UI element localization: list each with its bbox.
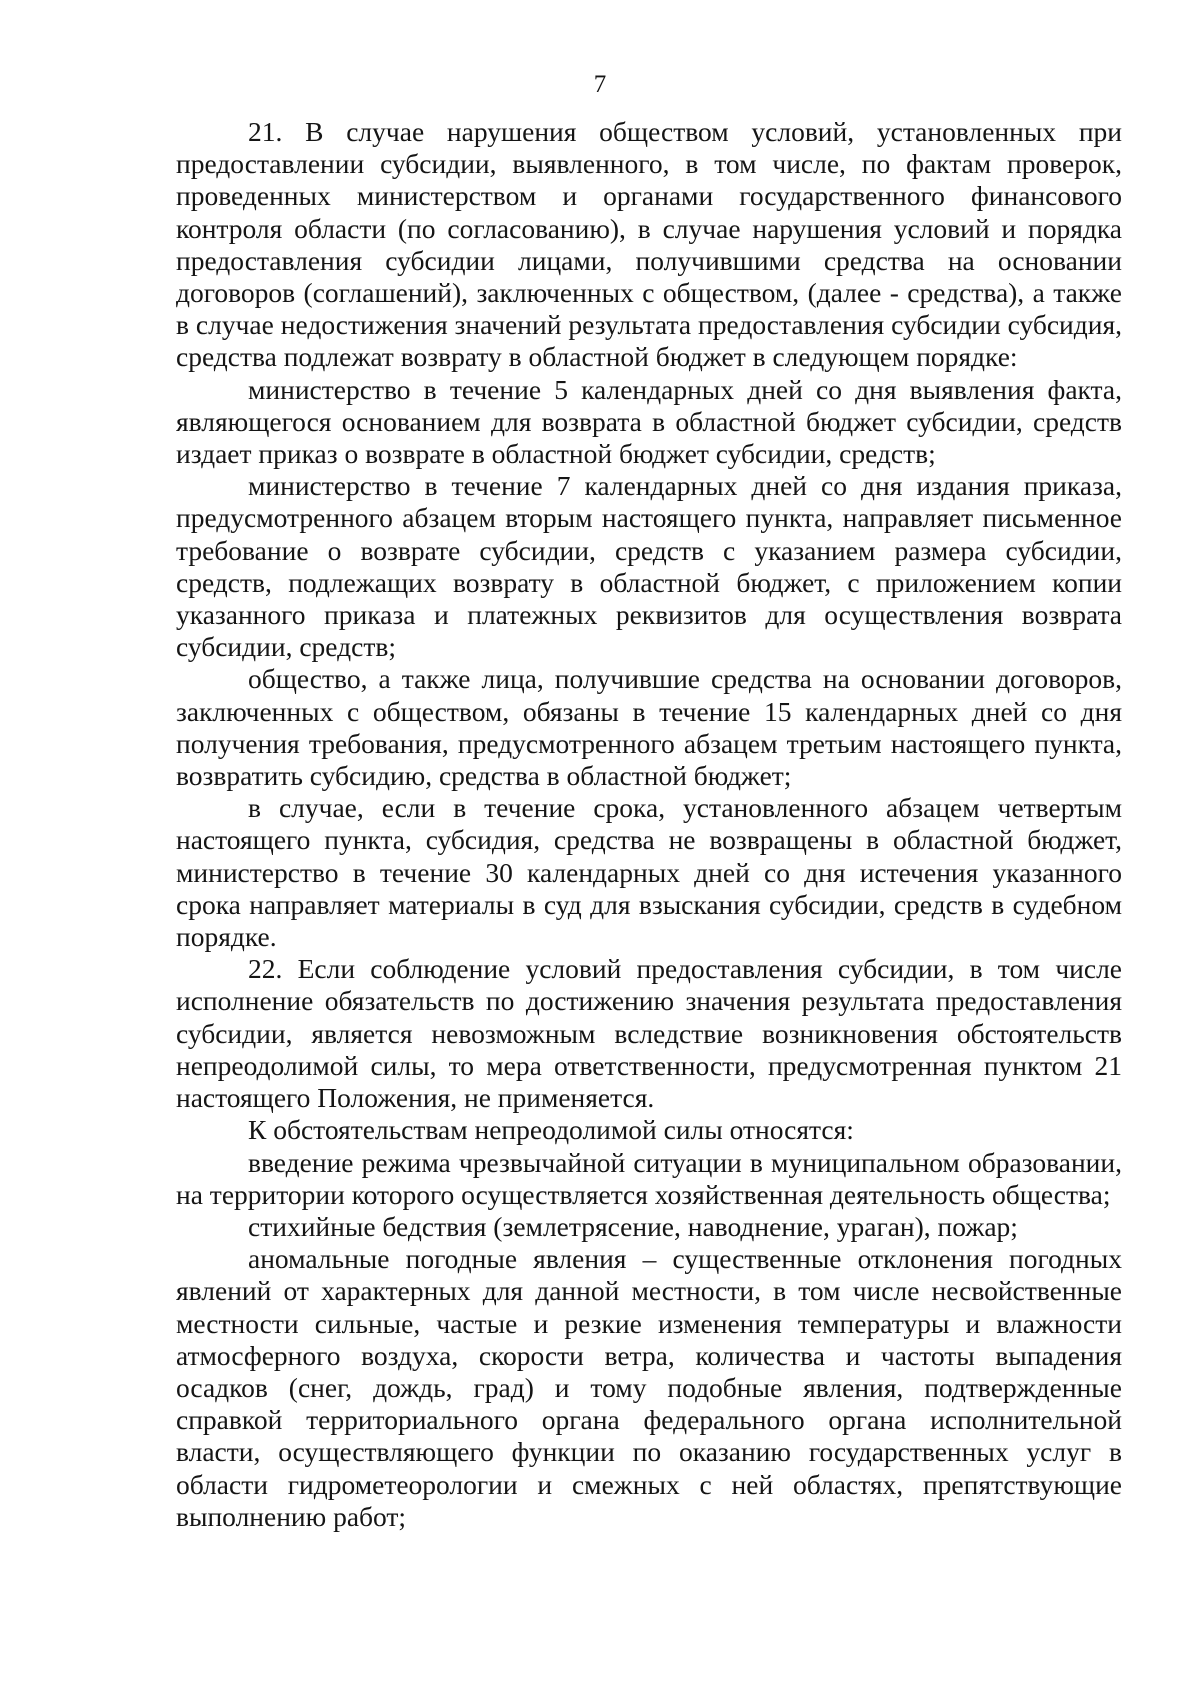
document-body [176,116,1122,1533]
paragraph-force-majeure-intro: К обстоятельствам непреодолимой силы относятся: [248,1114,854,1146]
paragraph-21-step-demand: министерство в течение 7 календарных дней со дня издания приказа, предусмотренного абзацем вторым настоящего пункта, направляет письменное требование о возврате субсидии, средств с указанием размера субсидии, средств, подлежащих возврату в областной бюджет, с приложением копии указанного приказа и платежных реквизитов для осуществления возврата субсидии, средств; [176,470,1122,663]
paragraph-21-step-order: министерство в течение 5 календарных дней со дня выявления факта, являющегося основанием для возврата в областной бюджет субсидии, средств издает приказ о возврате в областной бюджет субсидии, средств; [176,373,1122,470]
list-item-emergency-regime: введение режима чрезвычайной ситуации в муниципальном образовании, на территории которого осуществляется хозяйственная деятельность общества; [176,1146,1122,1210]
list-item-natural-disasters: стихийные бедствия (землетрясение, наводнение, ураган), пожар; [248,1210,1018,1242]
paragraph-22-main: 22. Если соблюдение условий предоставления субсидии, в том числе исполнение обязательств по достижению значения результата предоставления субсидии, является невозможным вследствие возникновения обстоятельств непреодолимой силы, то мера ответственности, предусмотренная пунктом 21 настоящего Положения, не применяется. [176,953,1122,1114]
paragraph-21-step-return: общество, а также лица, получившие средства на основании договоров, заключенных с обществом, обязаны в течение 15 календарных дней со дня получения требования, предусмотренного абзацем третьим настоящего пункта, возвратить субсидию, средства в областной бюджет; [176,663,1122,792]
list-item-abnormal-weather: аномальные погодные явления – существенные отклонения погодных явлений от характерных для данной местности, в том числе несвойственные местности сильные, частые и резкие изменения температуры и влажности атмосферного воздуха, скорости ветра, количества и частоты выпадения осадков (снег, дождь, град) и тому подобные явления, подтвержденные справкой территориального органа федерального органа исполнительной власти, осуществляющего функции по оказанию государственных услуг в области гидрометеорологии и смежных с ней областях, препятствующие выполнению работ; [176,1243,1122,1532]
paragraph-21-main: 21. В случае нарушения обществом условий, установленных при предоставлении субсидии, выявленного, в том числе, по фактам проверок, проведенных министерством и органами государственного финансового контроля области (по согласованию), в случае нарушения условий и порядка предоставления субсидии лицами, получившими средства на основании договоров (соглашений), заключенных с обществом, (далее - средства), а также в случае недостижения значений результата предоставления субсидии субсидия, средства подлежат возврату в областной бюджет в следующем порядке: [176,116,1122,373]
paragraph-21-step-court: в случае, если в течение срока, установленного абзацем четвертым настоящего пункта, субсидия, средства не возвращены в областной бюджет, министерство в течение 30 календарных дней со дня истечения указанного срока направляет материалы в суд для взыскания субсидии, средств в судебном порядке. [176,792,1122,953]
page-number: 7 [593,71,607,98]
